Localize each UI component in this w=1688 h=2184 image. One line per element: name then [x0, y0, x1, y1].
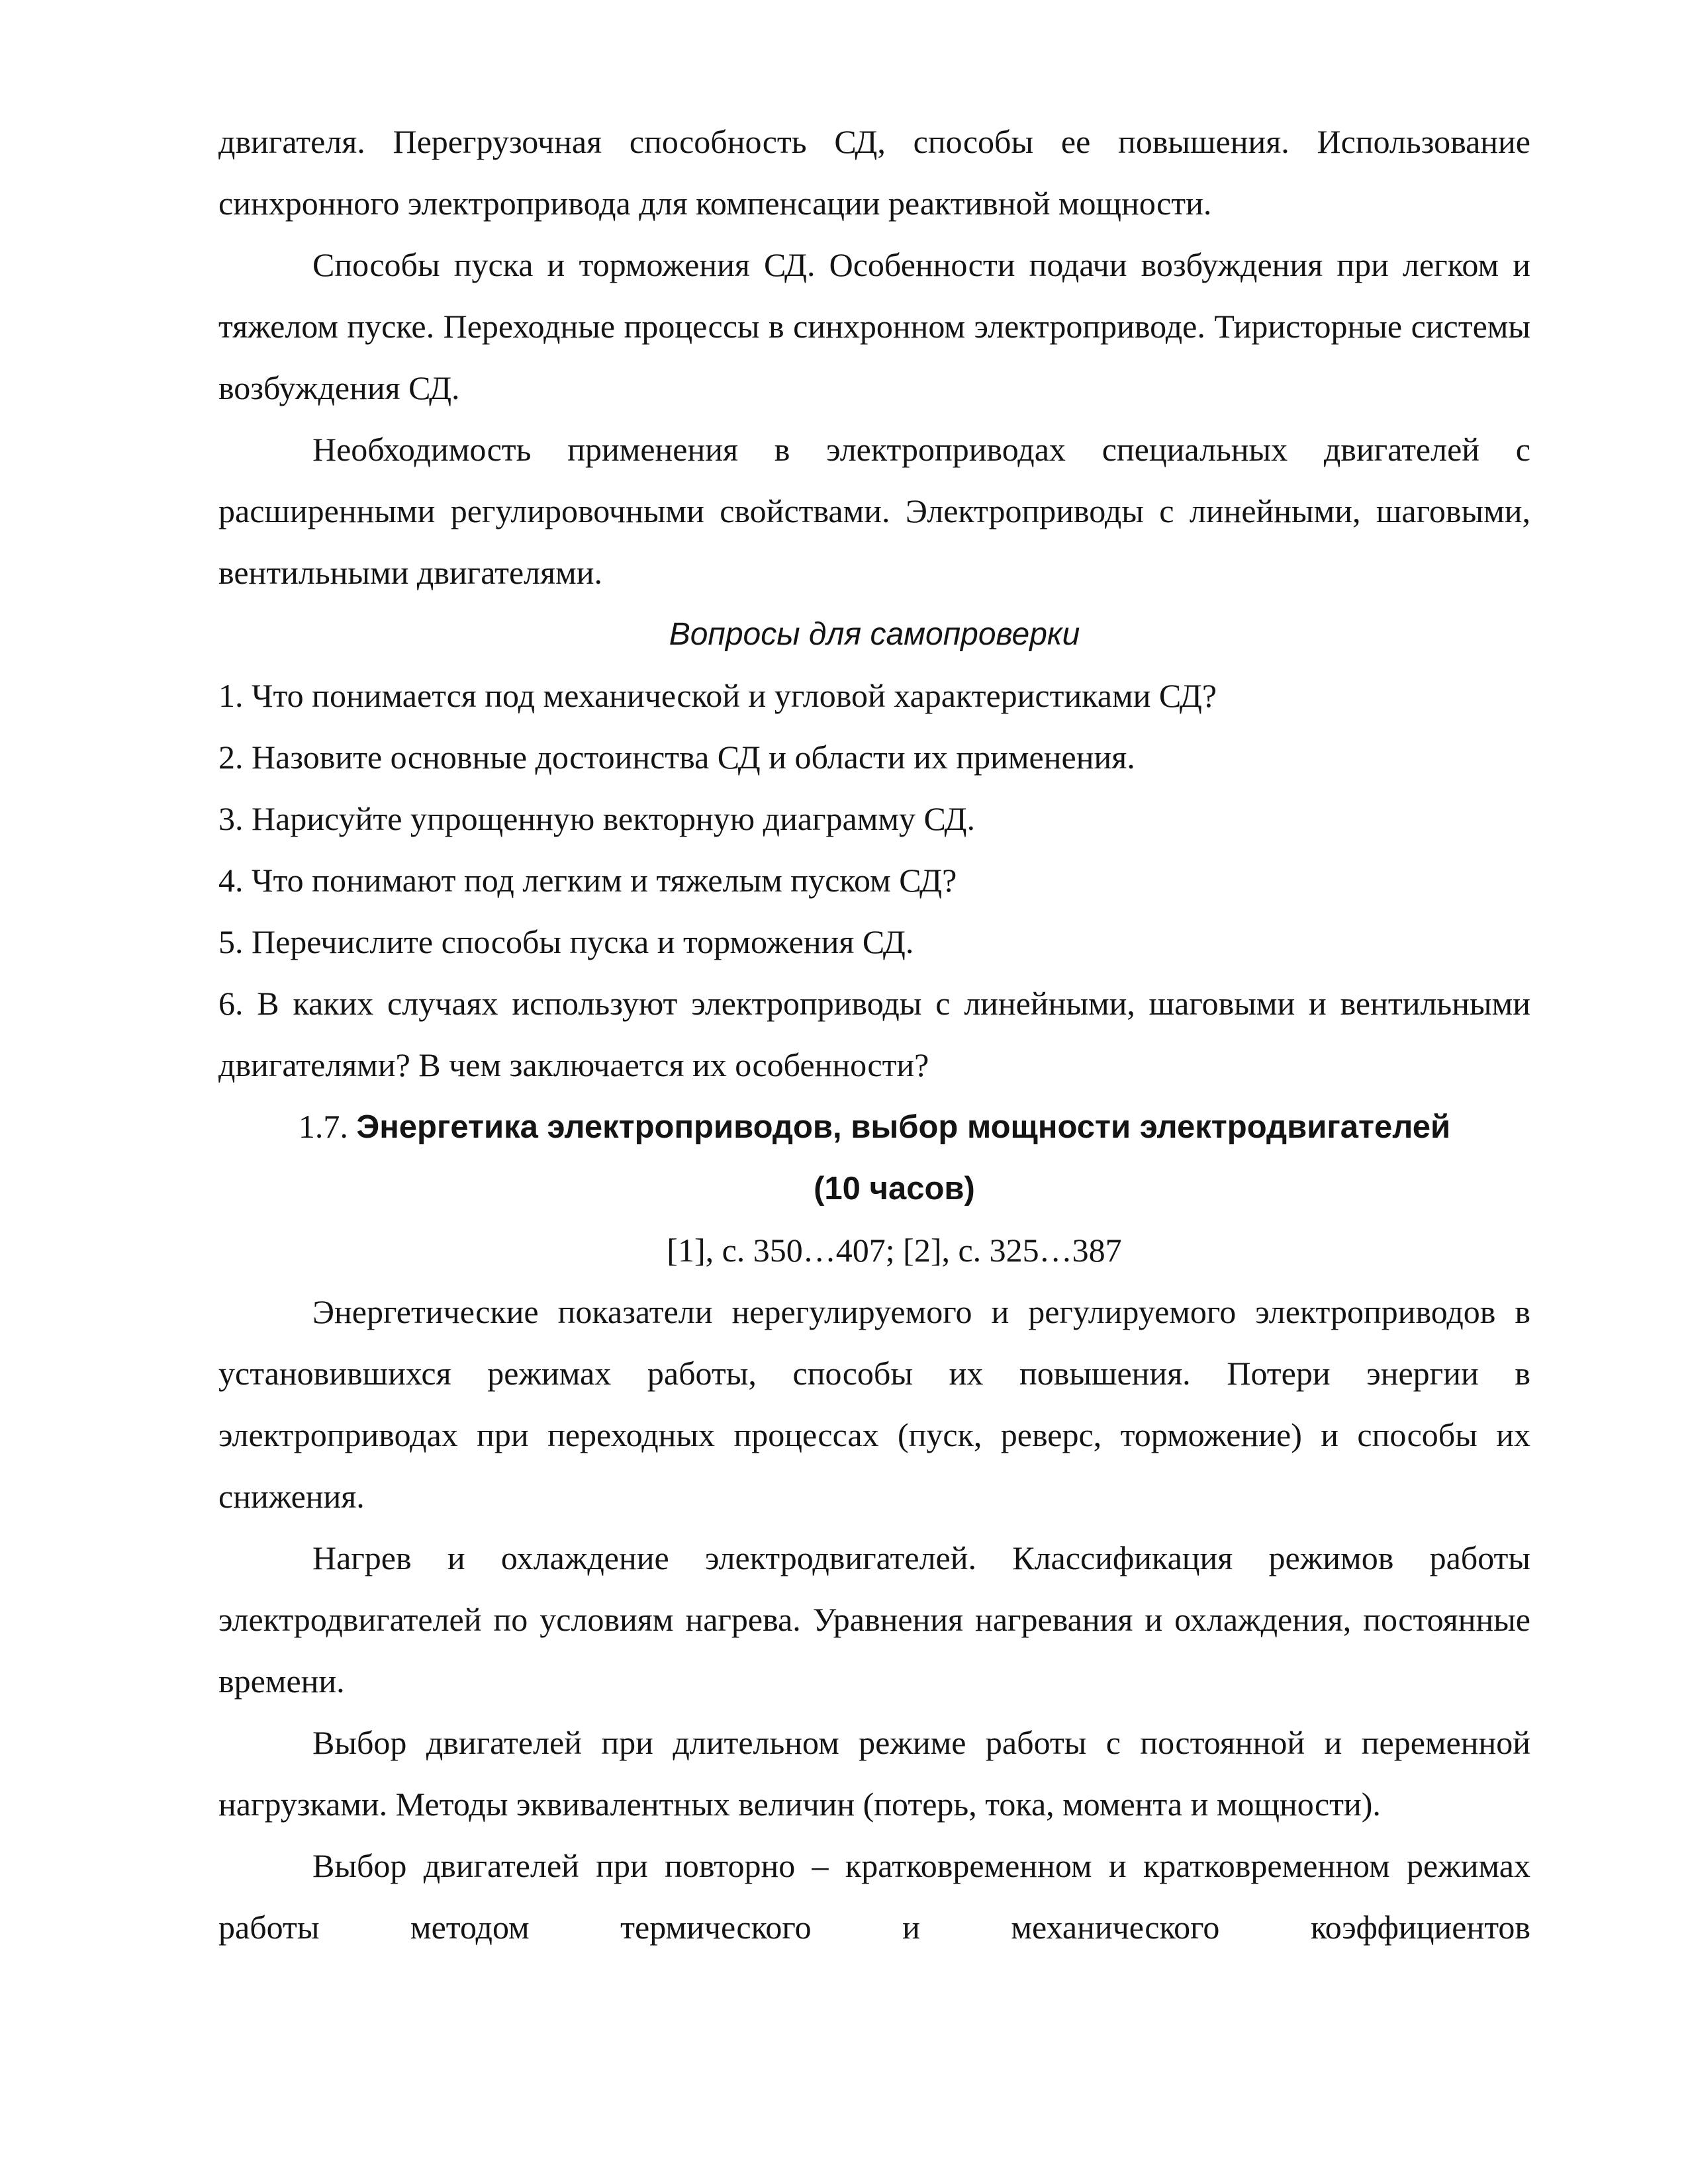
intro-paragraph-2: Способы пуска и торможения СД. Особенности подачи возбуждения при легком и тяжелом пуске. Переходные процессы в синхронном электроприводе. Тиристорные системы возбуждения СД. — [218, 246, 1530, 406]
section-paragraph-2: Нагрев и охлаждение электродвигателей. Классификация режимов работы электродвигателей по условиям нагрева. Уравнения нагревания и охлаждения, постоянные времени. — [218, 1539, 1530, 1700]
question-item: 1. Что понимается под механической и угловой характеристиками СД? — [218, 677, 1217, 714]
section-heading — [218, 1096, 1530, 1158]
section-paragraph-1: Энергетические показатели нерегулируемого и регулируемого электроприводов в установившихся режимах работы, способы их повышения. Потери энергии в электроприводах при переходных процессах (пуск, реверс, торможение) и способы их снижения. — [218, 1293, 1530, 1515]
section-references: [1], с. 350…407; [2], с. 325…387 — [667, 1232, 1122, 1269]
question-item: 2. Назовите основные достоинства СД и области их применения. — [218, 739, 1135, 776]
section-number: 1.7. — [298, 1108, 348, 1145]
intro-paragraph-3: Необходимость применения в электроприводах специальных двигателей с расширенными регулировочными свойствами. Электроприводы с линейными, шаговыми, вентильными двигателями. — [218, 431, 1530, 591]
section-paragraph-4: Выбор двигателей при повторно – кратковременном и кратковременном режимах работы методом термического и механического коэффициентов — [218, 1847, 1530, 1946]
question-item: 3. Нарисуйте упрощенную векторную диаграмму СД. — [218, 800, 975, 837]
section-title: Энергетика электроприводов, выбор мощности электродвигателей — [356, 1109, 1451, 1145]
section-hours: (10 часов) — [814, 1171, 975, 1206]
question-item: 4. Что понимают под легким и тяжелым пуском СД? — [218, 862, 957, 899]
self-check-heading: Вопросы для самопроверки — [669, 617, 1080, 652]
intro-paragraph-1: двигателя. Перегрузочная способность СД, способы ее повышения. Использование синхронного электропривода для компенсации реактивной мощности. — [218, 123, 1530, 222]
section-paragraph-3: Выбор двигателей при длительном режиме работы с постоянной и переменной нагрузками. Методы эквивалентных величин (потерь, тока, момента и мощности). — [218, 1724, 1530, 1823]
self-check-questions — [218, 665, 1530, 1096]
document-page — [218, 111, 1530, 1958]
question-item: 5. Перечислите способы пуска и торможения СД. — [218, 923, 914, 960]
question-item: 6. В каких случаях используют электроприводы с линейными, шаговыми и вентильными двигателями? В чем заключается их особенности? — [218, 985, 1530, 1083]
